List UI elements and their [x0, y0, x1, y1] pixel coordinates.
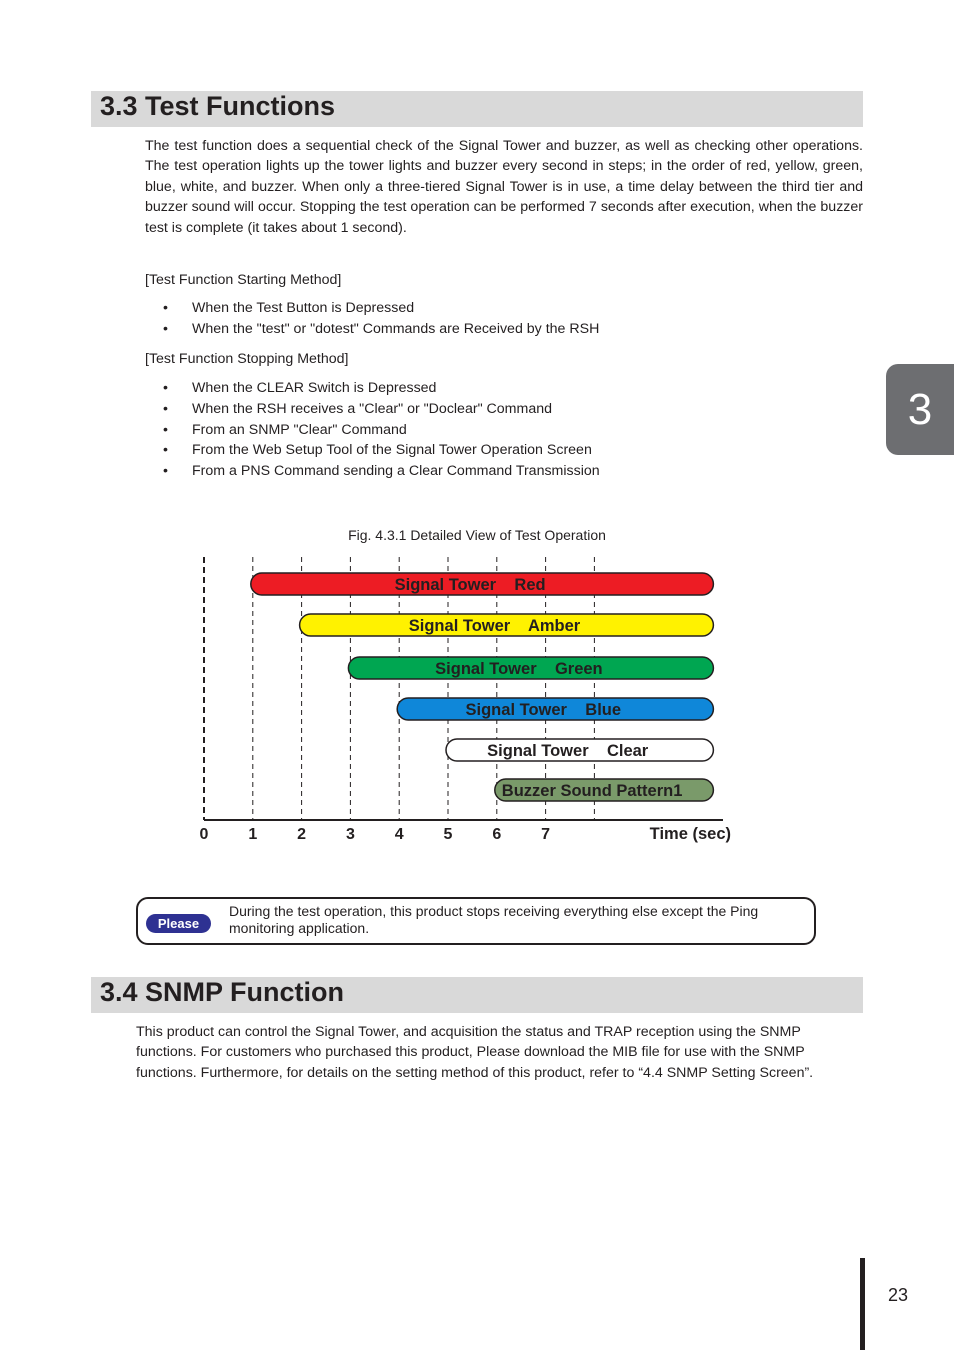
- list-item: • From the Web Setup Tool of the Signal Tower Operation Screen: [160, 440, 600, 461]
- bar-label: Signal Tower Blue: [465, 701, 622, 719]
- list-item: • When the "test" or "dotest" Commands are Received by the RSH: [160, 319, 599, 340]
- bar-label: Signal Tower Red: [394, 576, 546, 594]
- list-item: • When the RSH receives a "Clear" or "Doclear" Command: [160, 399, 600, 420]
- tick-label: 7: [541, 826, 551, 843]
- section-header-snmp-function: [91, 977, 863, 1013]
- start-method-heading: [Test Function Starting Method]: [145, 272, 342, 288]
- bar-label: Buzzer Sound Pattern1: [501, 782, 683, 800]
- section-title: 3.3 Test Functions: [100, 91, 336, 121]
- stop-method-heading: [Test Function Stopping Method]: [145, 351, 349, 367]
- bar-label: Signal Tower Amber: [408, 617, 581, 635]
- chapter-number: 3: [907, 385, 933, 434]
- tick-label: 3: [345, 826, 355, 843]
- list-item: • From an SNMP "Clear" Command: [160, 420, 600, 441]
- note-badge: Please: [146, 914, 211, 933]
- tick-label: 1: [248, 826, 258, 843]
- section-title: 3.4 SNMP Function: [100, 977, 345, 1007]
- list-item: • When the CLEAR Switch is Depressed: [160, 378, 600, 399]
- x-axis-label: Time (sec): [649, 825, 731, 843]
- bar-label: Signal Tower Green: [435, 660, 603, 678]
- tick-label: 4: [394, 826, 404, 843]
- intro-paragraph: The test function does a sequential check of the Signal Tower and buzzer, as well as checking other operations. The test operation lights up the tower lights and buzzer every second in steps; in the order of red, yellow, green, blue, white, and buzzer. When only a three-tiered Signal Tower is in use, a time delay between the third tier and buzzer sound will occur. Stopping the test operation can be performed 7 seconds after execution, when the buzzer test is complete (it takes about 1 second).: [145, 138, 863, 236]
- list-item: • From a PNS Command sending a Clear Command Transmission: [160, 461, 600, 482]
- note-text: During the test operation, this product stops receiving everything else except the Ping monitoring application.: [229, 903, 759, 936]
- note-box: [136, 897, 816, 945]
- page-rule: [860, 1258, 865, 1350]
- list-item: • When the Test Button is Depressed: [160, 298, 599, 319]
- tick-label: 2: [297, 826, 307, 843]
- tick-label: 5: [443, 826, 453, 843]
- page-number: 23: [887, 1285, 909, 1305]
- snmp-paragraph: This product can control the Signal Tower, and acquisition the status and TRAP reception using the SNMP functions. For customers who purchased this product, Please download the MIB file for use with the SNMP functions. Furthermore, for details on the setting method of this product, refer to “4.4 SNMP Setting Screen”.: [136, 1024, 814, 1081]
- tick-label: 6: [492, 826, 502, 843]
- tick-label: 0: [199, 826, 209, 843]
- bar-label: Signal Tower Clear: [487, 742, 649, 760]
- figure-caption: Fig. 4.3.1 Detailed View of Test Operation: [348, 527, 606, 543]
